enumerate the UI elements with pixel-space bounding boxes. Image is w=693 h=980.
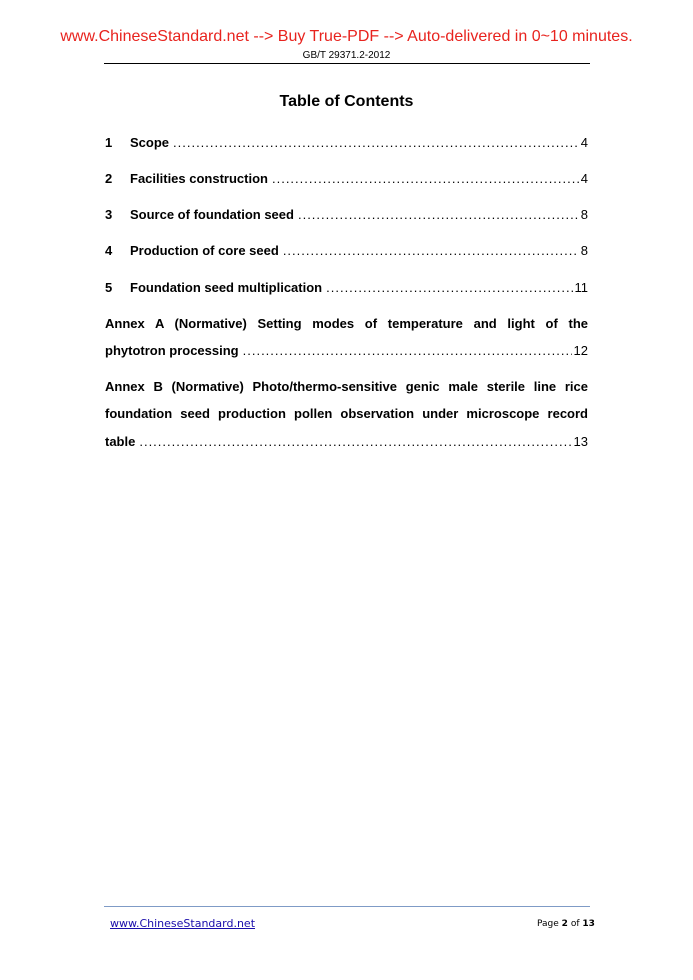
toc-entry-number: 4 — [105, 243, 113, 258]
page-prefix: Page — [537, 919, 559, 929]
toc-annex-b-line[interactable]: foundation seed production pollen observation under microscope record — [105, 406, 588, 421]
toc-entry-number: 3 — [105, 207, 113, 222]
promo-banner[interactable]: www.ChineseStandard.net --> Buy True-PDF --> Auto-delivered in 0~10 minutes. — [60, 28, 633, 45]
toc-entry-title: Production of core seed — [130, 243, 279, 258]
toc-entry-title: Scope — [130, 135, 170, 150]
toc-annex-a-last-line[interactable] — [105, 343, 588, 361]
toc-entry-title: table — [105, 434, 136, 449]
page-current: 2 — [561, 919, 568, 929]
toc-annex-b-last-line[interactable] — [105, 434, 588, 452]
page-number — [537, 919, 595, 929]
footer-divider — [104, 906, 590, 907]
toc-entry-number: 2 — [105, 171, 113, 186]
toc-entry-number: 1 — [105, 135, 113, 150]
toc-entry-title: Foundation seed multiplication — [130, 280, 323, 295]
toc-entry-foundation-seed-multiplication[interactable] — [105, 280, 588, 298]
toc-entry-page: 13 — [573, 434, 588, 449]
header-divider — [104, 63, 590, 64]
toc-entry-number: 5 — [105, 280, 113, 295]
toc-annex-b-line[interactable]: Annex B (Normative) Photo/thermo-sensitive genic male sterile line rice — [105, 379, 588, 394]
toc-entry-page: 8 — [580, 243, 588, 258]
footer-website-link[interactable]: www.ChineseStandard.net — [110, 917, 256, 930]
toc-entry-production-of-core-seed[interactable] — [105, 243, 588, 261]
toc-entry-facilities-construction[interactable] — [105, 171, 588, 189]
dot-leader — [283, 243, 579, 258]
toc-entry-title: Source of foundation seed — [130, 207, 294, 222]
dot-leader — [173, 135, 579, 150]
toc-entry-title: Facilities construction — [130, 171, 268, 186]
toc-entry-page: 8 — [580, 207, 588, 222]
page-of: of — [570, 919, 580, 929]
toc-entry-source-of-foundation-seed[interactable] — [105, 207, 588, 225]
page-total: 13 — [582, 919, 595, 929]
dot-leader — [272, 171, 579, 186]
dot-leader — [243, 343, 572, 358]
toc-entry-page: 11 — [574, 280, 588, 295]
toc-heading: Table of Contents — [279, 93, 414, 110]
document-code: GB/T 29371.2-2012 — [302, 50, 391, 61]
toc-annex-a-line[interactable]: Annex A (Normative) Setting modes of temperature and light of the — [105, 316, 588, 331]
dot-leader — [298, 207, 579, 222]
dot-leader — [326, 280, 572, 295]
toc-entry-page: 4 — [580, 171, 588, 186]
toc-entry-title: phytotron processing — [105, 343, 239, 358]
toc-entry-page: 12 — [573, 343, 588, 358]
dot-leader — [139, 434, 571, 449]
toc-entry-page: 4 — [580, 135, 588, 150]
toc-entry-scope[interactable] — [105, 135, 588, 153]
